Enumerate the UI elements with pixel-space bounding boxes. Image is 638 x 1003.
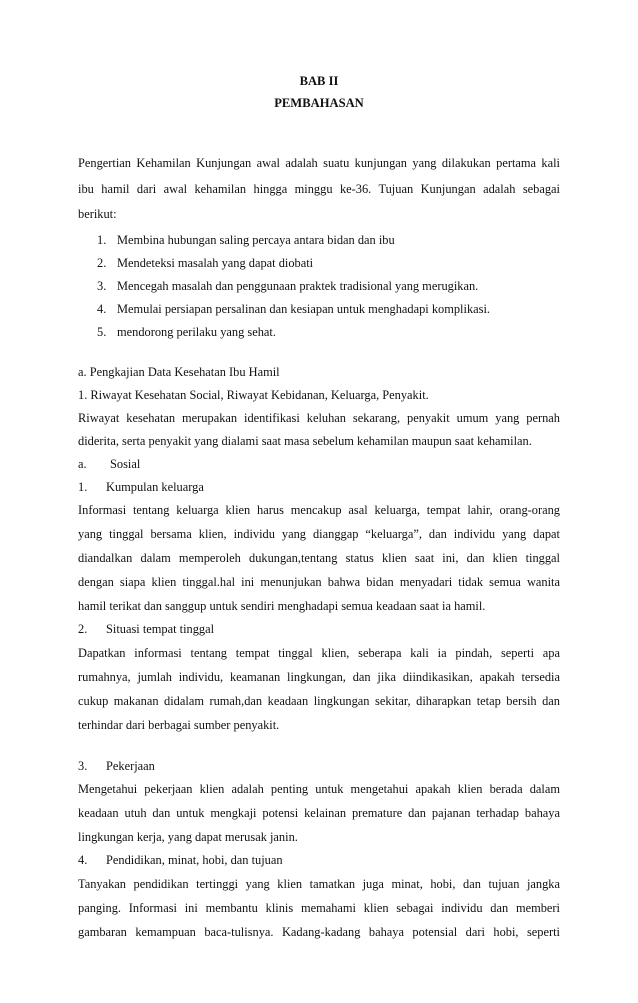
pendidikan-line-3: gambaran kemampuan baca-tulisnya. Kadang-kadang bahaya potensial dari hobi, seperti	[78, 925, 560, 939]
situasi-number: 2.	[78, 622, 88, 636]
kumpulan-line-5: hamil terikat dan sanggup untuk sendiri menghadapi semua keadaan saat ia hamil.	[78, 599, 486, 613]
pekerjaan-line-3: lingkungan kerja, yang dapat merusak janin.	[78, 830, 298, 844]
kumpulan-line-3: diandalkan dalam memperoleh dukungan,tentang status klien saat ini, dan klien tinggal	[78, 551, 560, 565]
pekerjaan-number: 3.	[78, 759, 88, 773]
kumpulan-number: 1.	[78, 480, 88, 494]
goal-number: 4.	[97, 302, 107, 316]
subsection-heading: 1. Riwayat Kesehatan Social, Riwayat Kebidanan, Keluarga, Penyakit.	[78, 388, 429, 402]
situasi-line-3: cukup makanan didalam rumah,dan keadaan lingkungan sekitar, diharapkan tetap bersih dan	[78, 694, 560, 708]
situasi-line-1: Dapatkan informasi tentang tempat tinggal klien, seberapa kali ia pindah, seperti apa	[78, 646, 560, 660]
kumpulan-line-4: dengan siapa klien tinggal.hal ini menunjukan bahwa bidan menyadari tidak semua wanita	[78, 575, 560, 589]
intro-line-2: ibu hamil dari awal kehamilan hingga minggu ke-36. Tujuan Kunjungan adalah sebagai	[78, 182, 560, 196]
intro-line-3: berikut:	[78, 207, 117, 221]
goal-text: Mendeteksi masalah yang dapat diobati	[117, 256, 314, 270]
kumpulan-line-1: Informasi tentang keluarga klien harus mencakup asal keluarga, tempat lahir, orang-orang	[78, 503, 560, 517]
goal-number: 2.	[97, 256, 107, 270]
goal-number: 1.	[97, 233, 107, 247]
goal-text: mendorong perilaku yang sehat.	[117, 325, 276, 339]
situasi-line-2: rumahnya, jumlah individu, keamanan lingkungan, dan jika diindikasikan, apakah tersedia	[78, 670, 560, 684]
kumpulan-label: Kumpulan keluarga	[106, 480, 204, 494]
intro-line-1: Pengertian Kehamilan Kunjungan awal adalah suatu kunjungan yang dilakukan pertama kali	[78, 156, 560, 170]
chapter-subtitle: PEMBAHASAN	[274, 96, 364, 110]
situasi-label: Situasi tempat tinggal	[106, 622, 215, 636]
pekerjaan-label: Pekerjaan	[106, 759, 155, 773]
pendidikan-line-2: panging. Informasi ini membantu klinis memahami klien sebagai individu dan memberi	[78, 901, 560, 915]
sosial-label: Sosial	[110, 457, 141, 471]
section-heading: a. Pengkajian Data Kesehatan Ibu Hamil	[78, 365, 280, 379]
riwayat-line-2: diderita, serta penyakit yang dialami saat masa sebelum kehamilan maupun saat kehamilan.	[78, 434, 532, 448]
goal-text: Memulai persiapan persalinan dan kesiapan untuk menghadapi komplikasi.	[117, 302, 490, 316]
pekerjaan-line-2: keadaan utuh dan untuk mengkaji potensi kelainan premature dan pajanan terhadap bahaya	[78, 806, 560, 820]
goal-number: 3.	[97, 279, 107, 293]
goal-text: Membina hubungan saling percaya antara bidan dan ibu	[117, 233, 395, 247]
pendidikan-line-1: Tanyakan pendidikan tertinggi yang klien tamatkan juga minat, hobi, dan tujuan jangka	[78, 877, 560, 891]
pekerjaan-line-1: Mengetahui pekerjaan klien adalah penting untuk mengetahui apakah klien berada dalam	[78, 782, 560, 796]
sosial-number: a.	[78, 457, 87, 471]
pendidikan-number: 4.	[78, 853, 88, 867]
kumpulan-line-2: yang tinggal bersama klien, individu yang dianggap “keluarga”, dan individu yang dapat	[78, 527, 560, 541]
situasi-line-4: terhindar dari berbagai sumber penyakit.	[78, 718, 280, 732]
riwayat-line-1: Riwayat kesehatan merupakan identifikasi keluhan sekarang, penyakit umum yang pernah	[78, 411, 560, 425]
pendidikan-label: Pendidikan, minat, hobi, dan tujuan	[106, 853, 283, 867]
goal-text: Mencegah masalah dan penggunaan praktek tradisional yang merugikan.	[117, 279, 479, 293]
chapter-title: BAB II	[299, 74, 339, 88]
goal-number: 5.	[97, 325, 107, 339]
